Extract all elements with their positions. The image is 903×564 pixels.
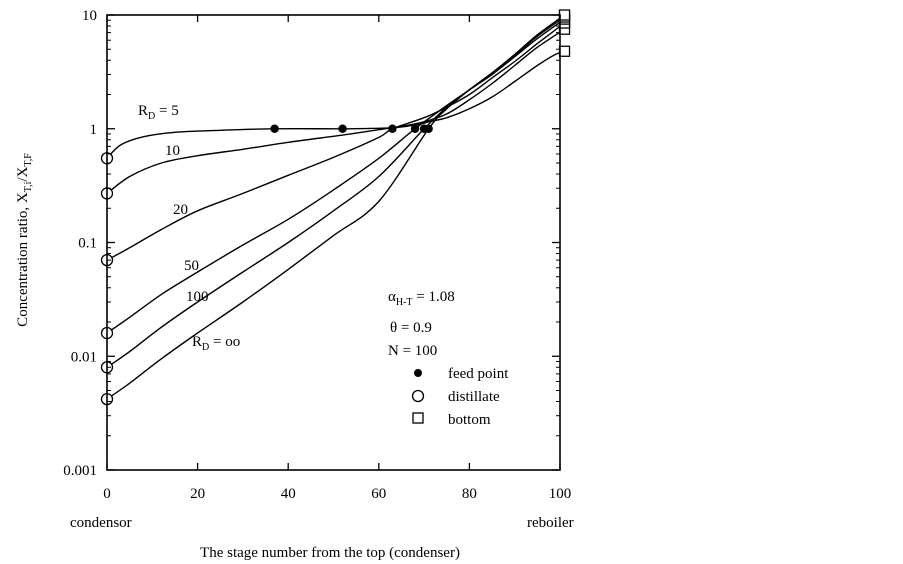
feed-point-5 (424, 125, 432, 133)
feed-point-2 (388, 125, 396, 133)
curve-label-10: 10 (165, 143, 180, 159)
bottom-point-5 (560, 10, 570, 20)
curve-label-rdoo: $R_D$ = oo (192, 334, 241, 353)
legend-bottom-marker (413, 413, 423, 423)
curve-label-100: 100 (186, 289, 209, 305)
curve-label-50: 50 (184, 258, 199, 274)
x-tick-label: 40 (280, 486, 296, 502)
legend-distillate-label: distillate (448, 389, 500, 405)
x-axis-title: The stage number from the top (condenser) (200, 545, 460, 561)
x-tick-label: 20 (190, 486, 206, 502)
feed-point-0 (270, 125, 278, 133)
legend (413, 366, 510, 428)
n-annotation: N = 100 (388, 343, 438, 359)
theta-annotation: θ = 0.9 (390, 320, 432, 336)
x-end-label-right: reboiler (527, 515, 574, 531)
feed-point-1 (338, 125, 346, 133)
curve-label-20: 20 (173, 202, 188, 218)
x-tick-label: 80 (461, 486, 477, 502)
x-axis-ticks (103, 15, 571, 502)
curve-label-rd5: $R_D = 5$ (138, 103, 179, 122)
bottom-point-0 (560, 46, 570, 56)
alpha-annotation: $\alpha_{H-T} = 1.08$ (388, 289, 455, 308)
y-axis-title-tail: /X (15, 166, 31, 182)
series-line-3 (107, 19, 565, 333)
y-axis-title-main: Concentration ratio, X (15, 192, 31, 327)
feed-point-3 (411, 125, 419, 133)
y-tick-label: 1 (89, 121, 97, 138)
x-end-label-left: condensor (70, 515, 132, 531)
y-axis-title-sub2: T,F (23, 153, 34, 167)
parameter-annotations (388, 289, 455, 359)
y-axis-title (15, 153, 34, 327)
x-tick-label: 0 (103, 486, 111, 502)
plot-area (102, 10, 570, 405)
legend-distillate-marker (413, 391, 424, 402)
legend-feed-marker (414, 369, 422, 377)
legend-feed-label: feed point (448, 366, 509, 382)
legend-bottom-label: bottom (448, 412, 491, 428)
x-tick-label: 100 (548, 486, 572, 502)
x-tick-label: 60 (371, 486, 387, 502)
y-tick-label: 0.01 (70, 349, 97, 366)
y-axis-title-sub: T,i (23, 181, 34, 193)
curve-labels (138, 103, 240, 353)
y-tick-label: 10 (82, 8, 97, 24)
y-tick-label: 0.001 (63, 463, 97, 479)
y-tick-label: 0.1 (78, 235, 97, 252)
series-line-2 (107, 23, 565, 260)
